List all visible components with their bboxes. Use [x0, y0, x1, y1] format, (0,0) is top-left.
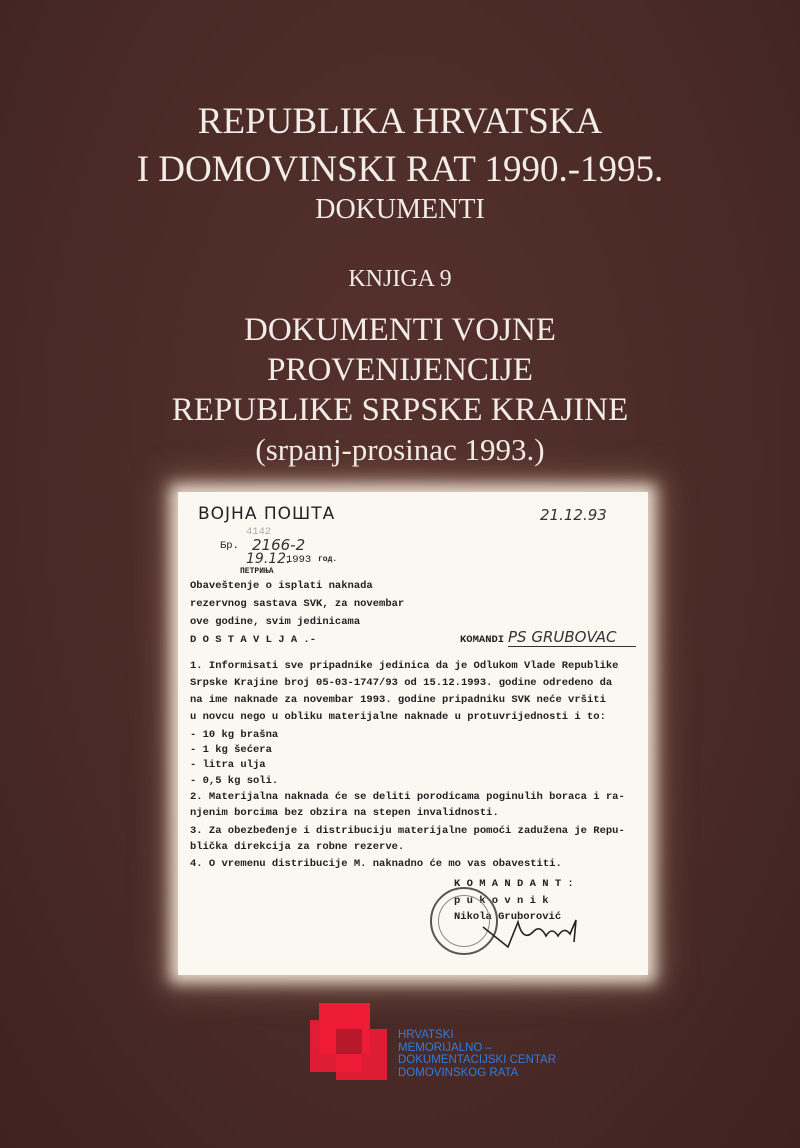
- doc-body-line: u novcu nego u obliku materijalne naknade u protuvrijednosti i to:: [190, 711, 606, 723]
- doc-subject-2: rezervnog sastava SVK, za novembar: [190, 598, 405, 610]
- doc-body-line: 1. Informisati sve pripadnike jedinica da je Odlukom Vlade Republike: [190, 660, 619, 672]
- doc-reg-label: Бр.: [220, 540, 239, 552]
- doc-post-number: 4142: [246, 526, 272, 538]
- doc-to-handwritten: PS GRUBOVAC: [508, 628, 636, 647]
- publisher-line: HRVATSKI: [398, 1029, 454, 1041]
- period-label: (srpanj-prosinac 1993.): [255, 432, 545, 467]
- doc-to-label: KOMANDI: [460, 634, 505, 646]
- publisher-line: MEMORIJALNO –: [398, 1041, 492, 1054]
- doc-year-suffix: год.: [318, 555, 338, 564]
- doc-place: ПЕТРИЊА: [240, 567, 274, 576]
- title-line-2: I DOMOVINSKI RAT 1990.-1995.: [136, 149, 664, 190]
- subtitle-line-1: DOKUMENTI VOJNE: [244, 312, 556, 348]
- series-label: DOKUMENTI: [315, 194, 485, 225]
- doc-signature-rank: p u k o v n i k: [454, 895, 549, 907]
- title-line-1: REPUBLIKA HRVATSKA: [197, 101, 603, 142]
- doc-year: 1993: [286, 554, 312, 566]
- doc-subject-1: Obaveštenje o isplati naknada: [190, 580, 373, 592]
- doc-body-line: 2. Materijalna naknada će se deliti porodicama poginulih boraca i ra-: [190, 791, 625, 803]
- doc-body-line: na ime naknade za novembar 1993. godine pripadniku SVK neće vršiti: [190, 694, 606, 706]
- doc-body-line: Srpske Krajine broj 05-03-1747/93 od 15.12.1993. godine odredeno da: [190, 677, 613, 689]
- volume-label: KNJIGA 9: [348, 266, 452, 292]
- doc-handwritten-date: 21.12.93: [540, 506, 607, 524]
- subtitle-line-3: REPUBLIKE SRPSKE KRAJINE: [171, 392, 629, 428]
- doc-body-line: njenim borcima bez obzira na stepen invalidnosti.: [190, 807, 499, 819]
- doc-body-line: - 0,5 kg soli.: [190, 775, 279, 787]
- publisher-line: DOKUMENTACIJSKI CENTAR: [398, 1054, 557, 1066]
- signature: [478, 912, 588, 952]
- doc-body-line: - litra ulja: [190, 759, 266, 771]
- subtitle-line-2: PROVENIJENCIJE: [267, 352, 533, 388]
- doc-delivery: D O S T A V L J A .-: [190, 634, 317, 646]
- doc-signature-name: Nikola Gruborović: [454, 911, 562, 923]
- doc-signature-title: K O M A N D A N T :: [454, 878, 574, 890]
- doc-body-line: - 1 kg šećera: [190, 744, 272, 756]
- doc-header: ВОЈНА ПОШТА: [198, 504, 336, 524]
- publisher-line: DOMOVINSKOG RATA: [398, 1066, 519, 1079]
- doc-body-line: 4. O vremenu distribucije M. naknadno će mo vas obavestiti.: [190, 858, 562, 870]
- doc-body-line: - 10 kg brašna: [190, 729, 279, 741]
- doc-body-line: 3. Za obezbeđenje i distribuciju materijalne pomoći zadužena je Repu-: [190, 825, 625, 837]
- doc-body-line: blička direkcija za robne rezerve.: [190, 841, 405, 853]
- publisher-name: [398, 1029, 556, 1079]
- doc-date: 19.12.: [246, 551, 291, 567]
- doc-reg-number: 2166-2: [252, 536, 306, 554]
- doc-subject-3: ove godine, svim jedinicama: [190, 616, 361, 628]
- document-image: [178, 492, 648, 975]
